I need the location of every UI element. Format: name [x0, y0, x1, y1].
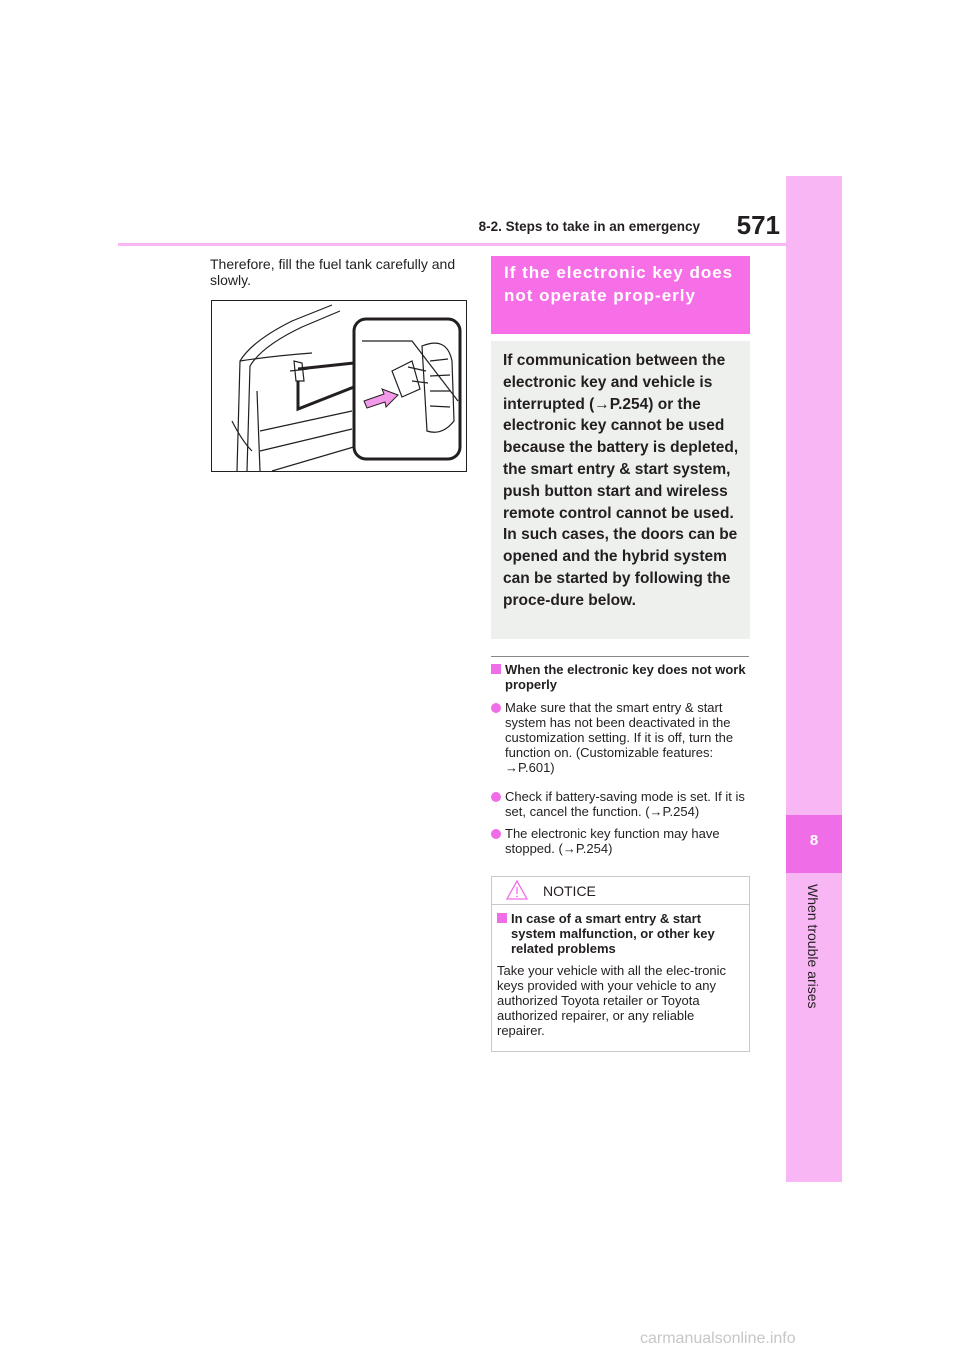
- bullet-item: [491, 789, 753, 819]
- notice-body: Take your vehicle with all the elec-tronic keys provided with your vehicle to any authorized Toyota retailer or Toyota authorized repairer, or any reliable repairer.: [497, 963, 727, 1038]
- notice-header: [492, 877, 749, 905]
- watermark: carmanualsonline.info: [640, 1330, 796, 1347]
- cargo-area-illustration: [211, 300, 467, 472]
- round-bullet-icon: [491, 829, 501, 839]
- cargo-illustration-drawing: [212, 301, 466, 471]
- section-heading: If the electronic key does not operate prop-erly: [491, 256, 750, 334]
- chapter-number: 8: [809, 832, 819, 849]
- chapter-side-tab: [786, 176, 842, 1182]
- bullet-item: [491, 700, 753, 775]
- bullet-text: Check if battery-saving mode is set. If it is set, cancel the function. (→P.254): [505, 789, 745, 819]
- intro-box: If communication between the electronic key and vehicle is interrupted (→P.254) or the electronic key cannot be used because the battery is depleted, the smart entry & start system, push button start and wireless remote control cannot be used. In such cases, the doors can be opened and the hybrid system can be started by following the proce-dure below.: [491, 341, 750, 639]
- subheading-text: When the electronic key does not work properly: [505, 662, 746, 692]
- square-bullet-icon: [491, 664, 501, 674]
- warning-triangle-icon: [506, 880, 528, 900]
- divider: [491, 656, 749, 657]
- header-rule: [118, 243, 786, 246]
- notice-subheading-text: In case of a smart entry & start system malfunction, or other key related problems: [511, 911, 715, 956]
- notice-subheading: [497, 911, 743, 956]
- section-title: 8-2. Steps to take in an emergency: [478, 219, 700, 234]
- square-bullet-icon: [497, 913, 507, 923]
- bullet-text: Make sure that the smart entry & start system has not been deactivated in the customization setting. If it is off, turn the function on. (Customizable features: →P.601): [505, 700, 734, 775]
- round-bullet-icon: [491, 792, 501, 802]
- chapter-title: When trouble arises: [805, 884, 821, 1009]
- bullet-item: [491, 826, 753, 856]
- notice-box: [491, 876, 750, 1052]
- page-number: 571: [736, 210, 780, 240]
- round-bullet-icon: [491, 703, 501, 713]
- notice-label: NOTICE: [543, 883, 596, 899]
- bullet-text: The electronic key function may have stopped. (→P.254): [505, 826, 720, 856]
- fuel-tank-text: Therefore, fill the fuel tank carefully and slowly.: [210, 256, 456, 288]
- subheading: [491, 662, 753, 692]
